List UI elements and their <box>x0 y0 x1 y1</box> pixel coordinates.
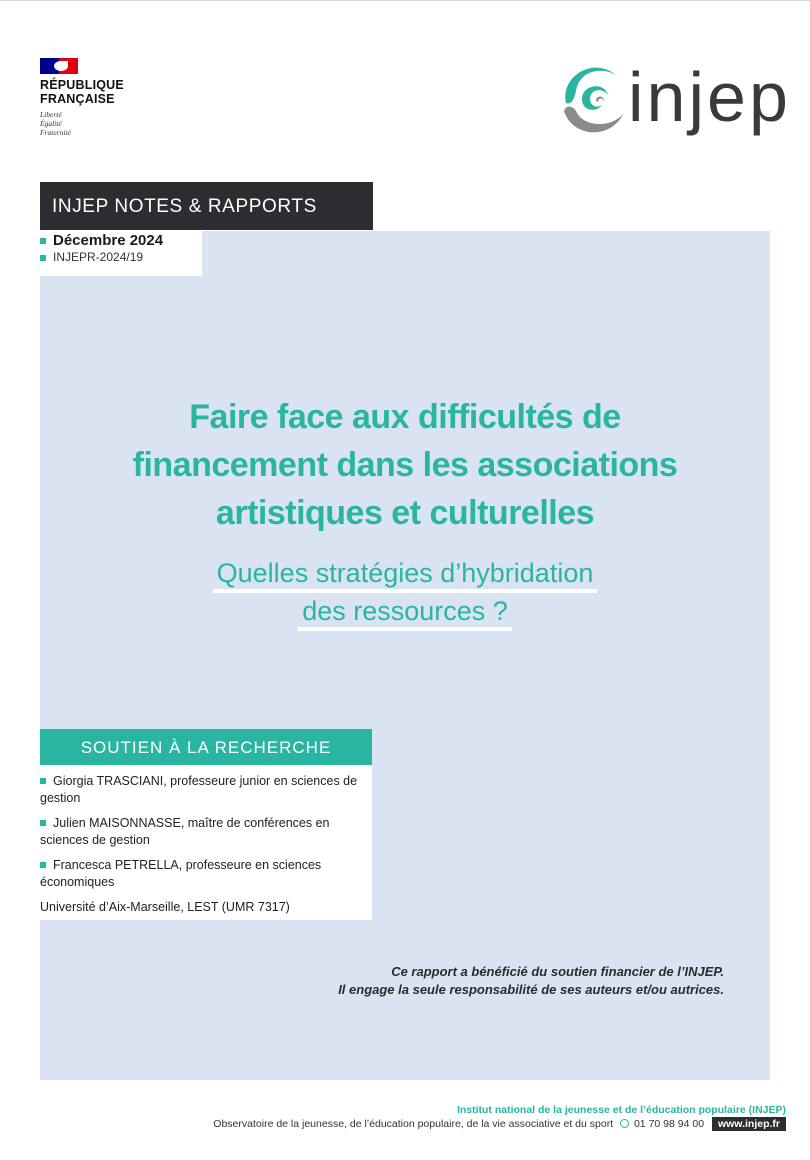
injep-swirl-icon <box>556 55 630 141</box>
bullet-square-icon <box>40 820 46 826</box>
bullet-square-icon <box>40 255 46 261</box>
publication-reference: INJEPR-2024/19 <box>40 249 202 266</box>
publication-meta <box>40 230 202 276</box>
cover-panel <box>40 231 770 1080</box>
injep-wordmark: injep <box>628 58 791 136</box>
footer-contact <box>100 1117 786 1133</box>
injep-logo <box>556 55 791 143</box>
footer-phone: 01 70 98 94 00 <box>633 1118 705 1130</box>
author-item: Giorgia TRASCIANI, professeure junior en sciences de gestion <box>40 774 358 805</box>
republique-motto: Liberté Égalité Fraternité <box>40 110 71 137</box>
series-banner: INJEP NOTES & RAPPORTS <box>40 182 373 230</box>
author-item: Francesca PETRELLA, professeure en sciences économiques <box>40 858 322 889</box>
top-border <box>0 0 810 1</box>
bullet-square-icon <box>40 238 46 244</box>
publication-date: Décembre 2024 <box>40 232 202 249</box>
footer-observatory: Observatoire de la jeunesse, de l’éducation populaire, de la vie associative et du sport <box>213 1118 614 1130</box>
republique-name: RÉPUBLIQUE FRANÇAISE <box>40 78 124 106</box>
republique-francaise-logo <box>40 58 160 137</box>
marianne-flag-icon <box>40 58 78 74</box>
report-subtitle: Quelles stratégies d’hybridation des ressources ? <box>60 555 750 631</box>
bullet-square-icon <box>40 778 46 784</box>
authors-box <box>40 765 372 920</box>
report-title: Faire face aux difficultés de financement dans les associations artistiques et culturelles <box>132 398 678 532</box>
affiliation: Université d’Aix-Marseille, LEST (UMR 7317) <box>40 900 290 914</box>
bullet-square-icon <box>40 862 46 868</box>
support-heading: SOUTIEN À LA RECHERCHE <box>40 729 372 765</box>
author-item: Julien MAISONNASSE, maître de conférences en sciences de gestion <box>40 816 330 847</box>
footer-institute: Institut national de la jeunesse et de l’éducation populaire (INJEP) <box>456 1104 786 1116</box>
footer-website-link[interactable]: www.injep.fr <box>712 1117 786 1131</box>
funding-disclaimer: Ce rapport a bénéficié du soutien financier de l’INJEP. Il engage la seule responsabilité de ses auteurs et/ou autrices. <box>338 964 724 997</box>
phone-icon <box>620 1119 629 1128</box>
